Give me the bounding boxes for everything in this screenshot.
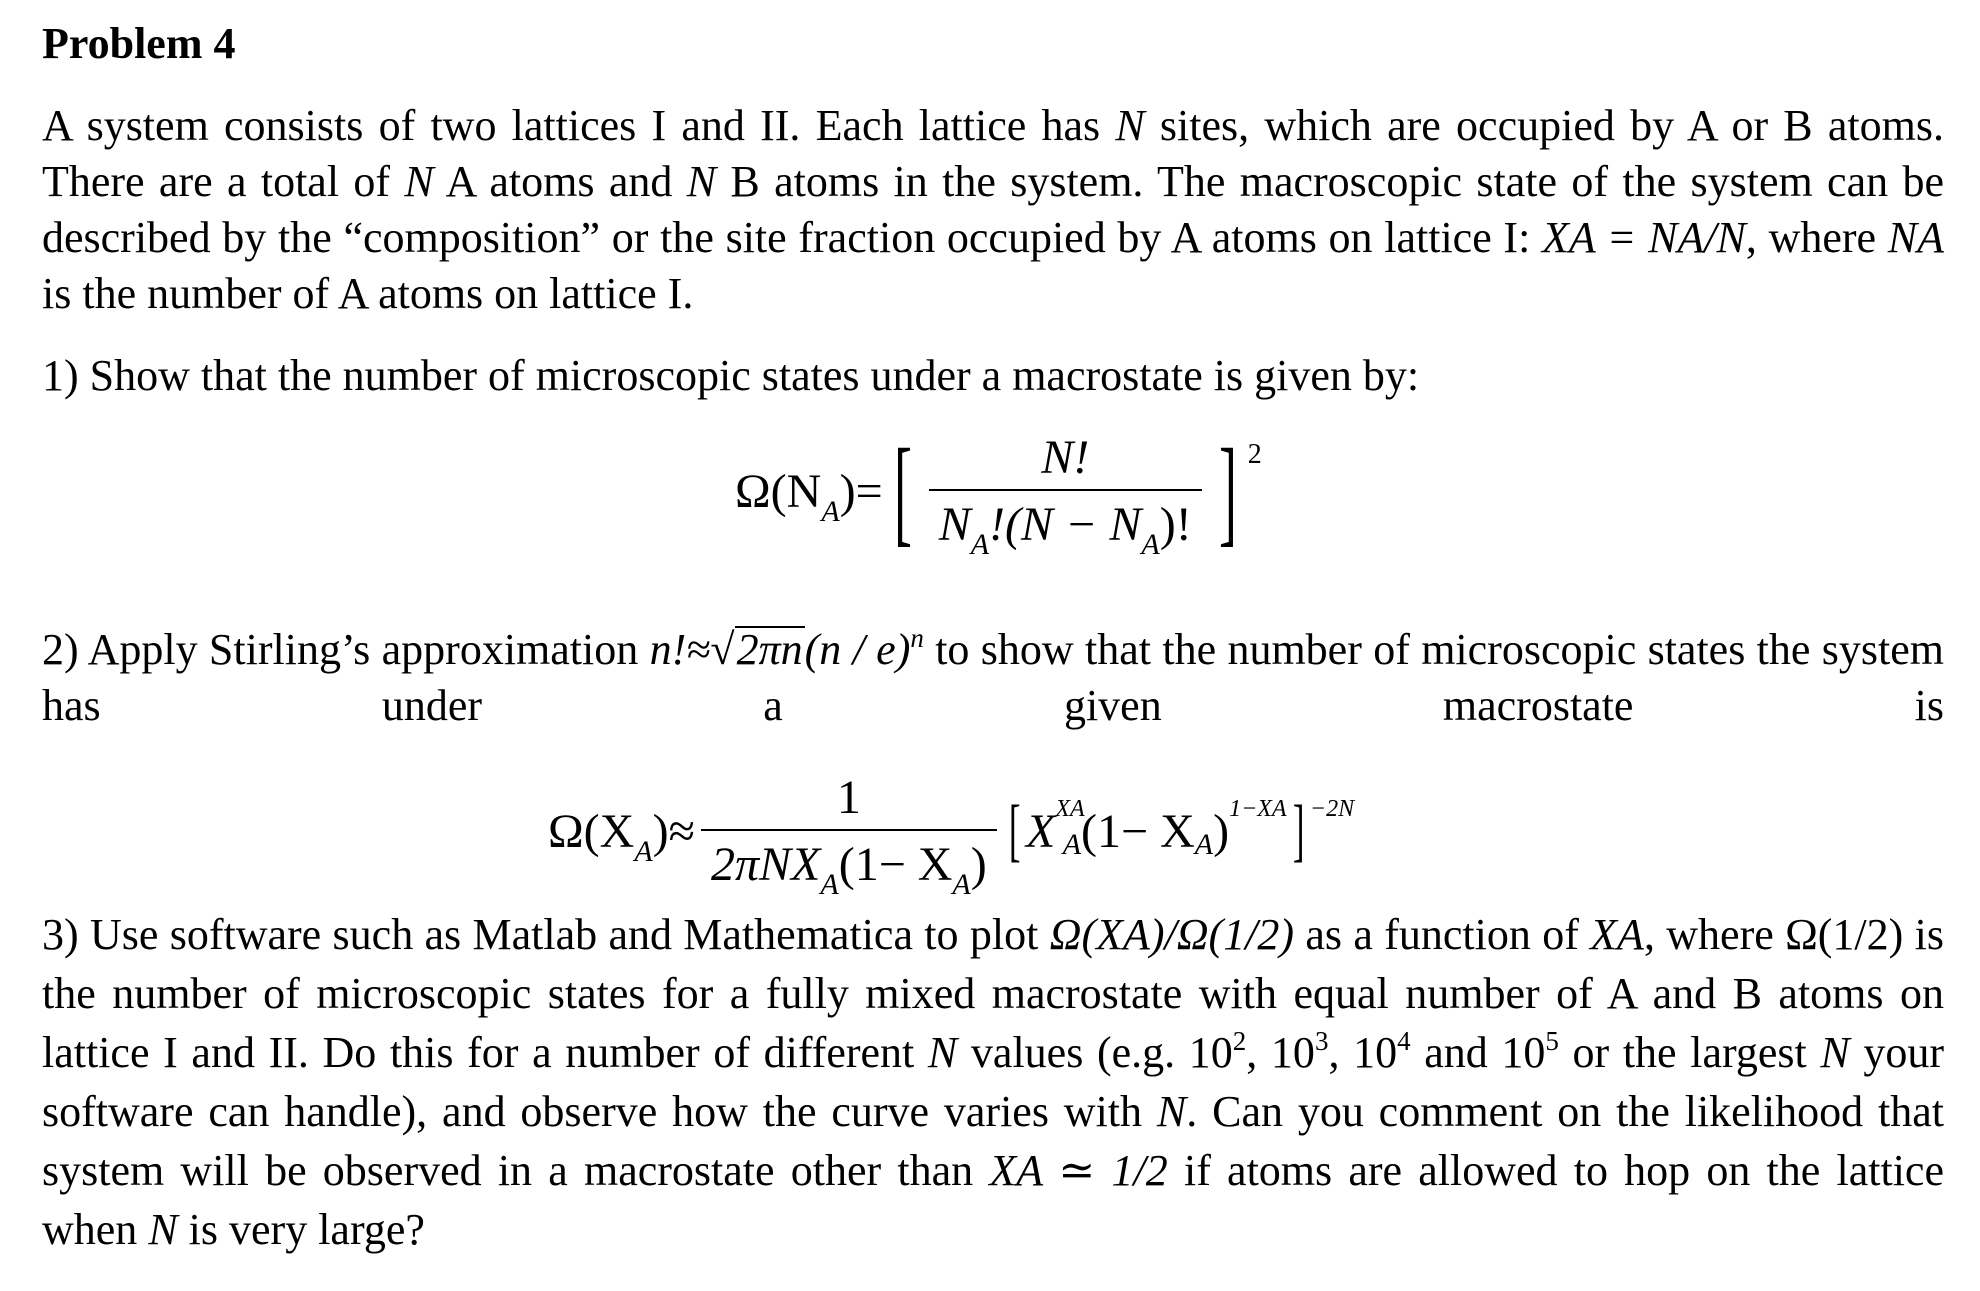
part2-text-line1: 2) Apply Stirling’s approximation n!≈√2πn(n / e)$^n$ to show that the number of microscopic states the system has under a given macrostate is	[42, 623, 1944, 730]
part3-paragraph: 3) Use software such as Matlab and Mathematica to plot Ω(XA)/Ω(1/2) as a function of XA, where Ω(1/2) is the number of microscopic states for a fully mixed macrostate with equal number of A and B atoms on lattice I and II. Do this for a number of different N values (e.g. $10^2$, $10^3$, $10^4$ and $10^5$ or the largest N your software can handle), and observe how the curve varies with N. Can you comment on the likelihood that system will be observed in a macrostate other than XA ≃ 1/2 if atoms are allowed to hop on the lattice when N is very large?	[42, 910, 1944, 1254]
equation-omega-xa: $\Omega(X_A)\approx$ $\frac{1}{2\pi NX_A(1- X_A)}$ [ X XA A (1− X A ) 1−XA ] −2N	[548, 771, 1355, 901]
part1-text: 1) Show that the number of microscopic states under a macrostate is given by:	[42, 351, 1420, 400]
problem-title: Problem 4	[42, 19, 236, 68]
equation-omega-na: $\Omega(N_A)=$ [ $\frac{N!}{N_A!(N - N_A)!}$ ] 2	[735, 424, 1262, 561]
intro-paragraph: A system consists of two lattices I and II. Each lattice has N sites, which are occupied by A or B atoms. There are a total of N A atoms and N B atoms in the system. The macroscopic state of the system can be described by the “composition” or the site fraction occupied by A atoms on lattice I: XA = NA/N, where NA is the number of A atoms on lattice I.	[42, 101, 1945, 318]
